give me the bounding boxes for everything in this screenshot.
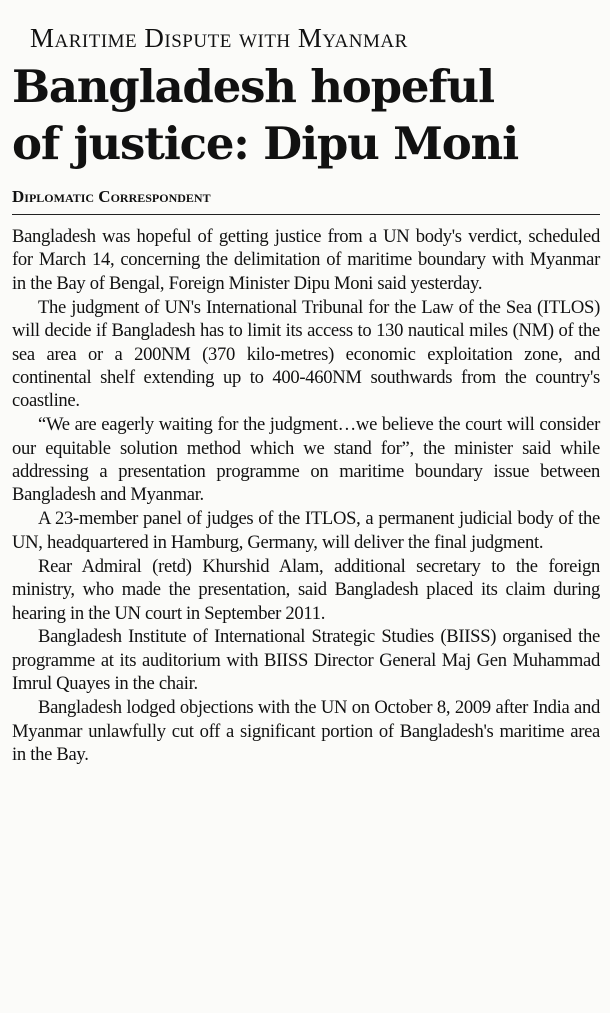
article-body [12,225,600,766]
kicker: Maritime Dispute with Myanmar [30,23,408,53]
byline: Diplomatic Correspondent [12,187,211,206]
byline-rule [12,214,600,215]
paragraph: Rear Admiral (retd) Khurshid Alam, additional secretary to the foreign ministry, who made the presentation, said Bangladesh placed its claim during hearing in the UN court in September 2011. [12,555,600,624]
paragraph: Bangladesh lodged objections with the UN on October 8, 2009 after India and Myanmar unlawfully cut off a significant portion of Bangladesh's maritime area in the Bay. [12,697,600,765]
paragraph: Bangladesh was hopeful of getting justice from a UN body's verdict, scheduled for March 14, concerning the delimitation of maritime boundary with Myanmar in the Bay of Bengal, Foreign Minister Dipu Moni said yesterday. [12,226,600,294]
paragraph: The judgment of UN's International Tribunal for the Law of the Sea (ITLOS) will decide if Bangladesh has to limit its access to 130 nautical miles (NM) of the sea area or a 200NM (370 kilo-metres) economic exploitation zone, and continental shelf extending up to 400-460NM southwards from the country's coastline. [12,296,600,412]
paragraph: “We are eagerly waiting for the judgment…we believe the court will consider our equitable solution method which we stand for”, the minister said while addressing a presentation programme on maritime boundary issue between Bangladesh and Myanmar. [12,414,600,506]
paragraph: A 23-member panel of judges of the ITLOS, a permanent judicial body of the UN, headquartered in Hamburg, Germany, will deliver the final judgment. [12,508,600,553]
paragraph: Bangladesh Institute of International Strategic Studies (BIISS) organised the programme at its auditorium with BIISS Director General Maj Gen Muhammad Imrul Quayes in the chair. [12,626,600,695]
headline [12,58,600,172]
headline-line-2: of justice: Dipu Moni [12,117,518,170]
headline-line-1: Bangladesh hopeful [12,60,494,113]
